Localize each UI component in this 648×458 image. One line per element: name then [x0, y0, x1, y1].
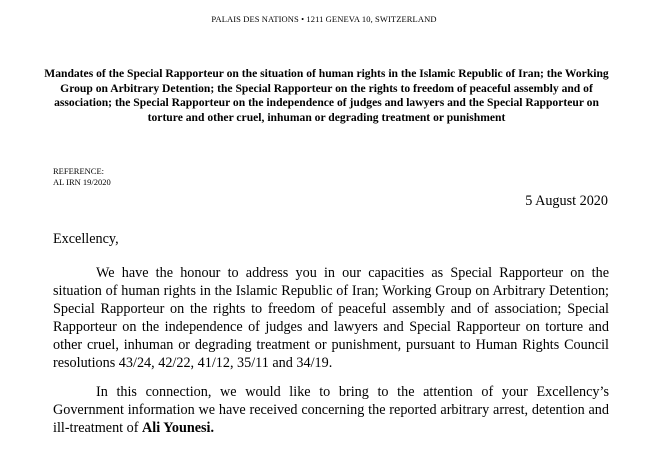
- salutation: Excellency,: [53, 231, 119, 247]
- reference-label: REFERENCE:: [53, 166, 105, 176]
- paragraph-2-text: In this connection, we would like to bring to the attention of your Excellency’s Government information we have received concerning the reported arbitrary arrest, detention and ill-treatment of: [53, 384, 609, 436]
- paragraph-1: We have the honour to address you in our capacities as Special Rapporteur on the situation of human rights in the Islamic Republic of Iran; Working Group on Arbitrary Detention; Special Rapporteur on the rights to freedom of peaceful assembly and of association; Special Rapporteur on the independence of judges and lawyers and Special Rapporteur on torture and other cruel, inhuman or degrading treatment or punishment, pursuant to Human Rights Council resolutions 43/24, 42/22, 41/12, 35/11 and 34/19.: [53, 265, 609, 371]
- letter-date: 5 August 2020: [525, 193, 608, 209]
- reference-block: [53, 166, 111, 188]
- mandates-heading: Mandates of the Special Rapporteur on the situation of human rights in the Islamic Republic of Iran; the Working Group on Arbitrary Detention; the Special Rapporteur on the rights to freedom of peaceful assembly and of association; the Special Rapporteur on the independence of judges and lawyers and the Special Rapporteur on torture and other cruel, inhuman or degrading treatment or punishment: [44, 67, 609, 124]
- office-address: PALAIS DES NATIONS • 1211 GENEVA 10, SWITZERLAND: [211, 14, 437, 24]
- paragraph-2: [53, 383, 609, 437]
- reference-code: AL IRN 19/2020: [53, 177, 111, 187]
- person-name: Ali Younesi.: [142, 420, 215, 436]
